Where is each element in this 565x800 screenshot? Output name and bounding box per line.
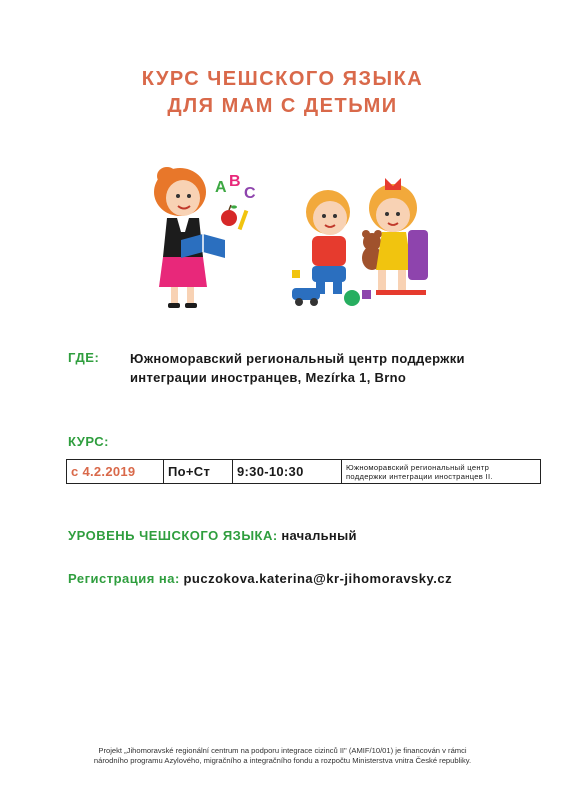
czech-level-value: начальный [281,528,357,543]
course-place-line2: поддержки интеграции иностранцев II. [346,471,493,481]
footer-line2: národního programu Azylového, migračního a integračního fondu a rozpočtu Ministerstva vnitra České republiky. [93,756,472,765]
letter-a: A [215,179,227,196]
czech-level [68,528,357,543]
course-label: КУРС: [68,434,109,449]
czech-level-label: УРОВЕНЬ ЧЕШСКОГО ЯЗЫКА: [68,528,278,543]
footer-line1: Projekt „Jihomoravské regionální centrum na podporu integrace cizinců II" (AMIF/10/01) je financován v rámci [98,746,467,755]
course-start-date: с 4.2.2019 [67,460,164,484]
where-address-line2: интеграции иностранцев, Mezírka 1, Brno [130,370,407,385]
footer-funding-note [60,746,505,766]
registration-email[interactable]: puczokova.katerina@kr-jihomoravsky.cz [183,571,453,586]
teacher-illustration [145,162,265,312]
where-address-line1: Южноморавский региональный центр поддержки [130,351,465,366]
table-row [67,460,541,484]
registration-label: Регистрация на: [68,571,180,586]
course-days: По+Ст [164,460,233,484]
where-label: ГДЕ: [68,350,100,365]
course-schedule-table [66,459,541,484]
title-line-1: КУРС ЧЕШСКОГО ЯЗЫКА [141,68,424,90]
title-line-2: ДЛЯ МАМ С ДЕТЬМИ [167,95,398,117]
letter-c: C [244,185,256,202]
course-place-line1: Южноморавский региональный центр [346,462,490,472]
letter-b: B [229,173,241,190]
registration [68,571,452,586]
where-address [130,349,530,387]
course-time: 9:30-10:30 [233,460,342,484]
children-playing-illustration [290,170,435,312]
course-place [342,460,541,484]
